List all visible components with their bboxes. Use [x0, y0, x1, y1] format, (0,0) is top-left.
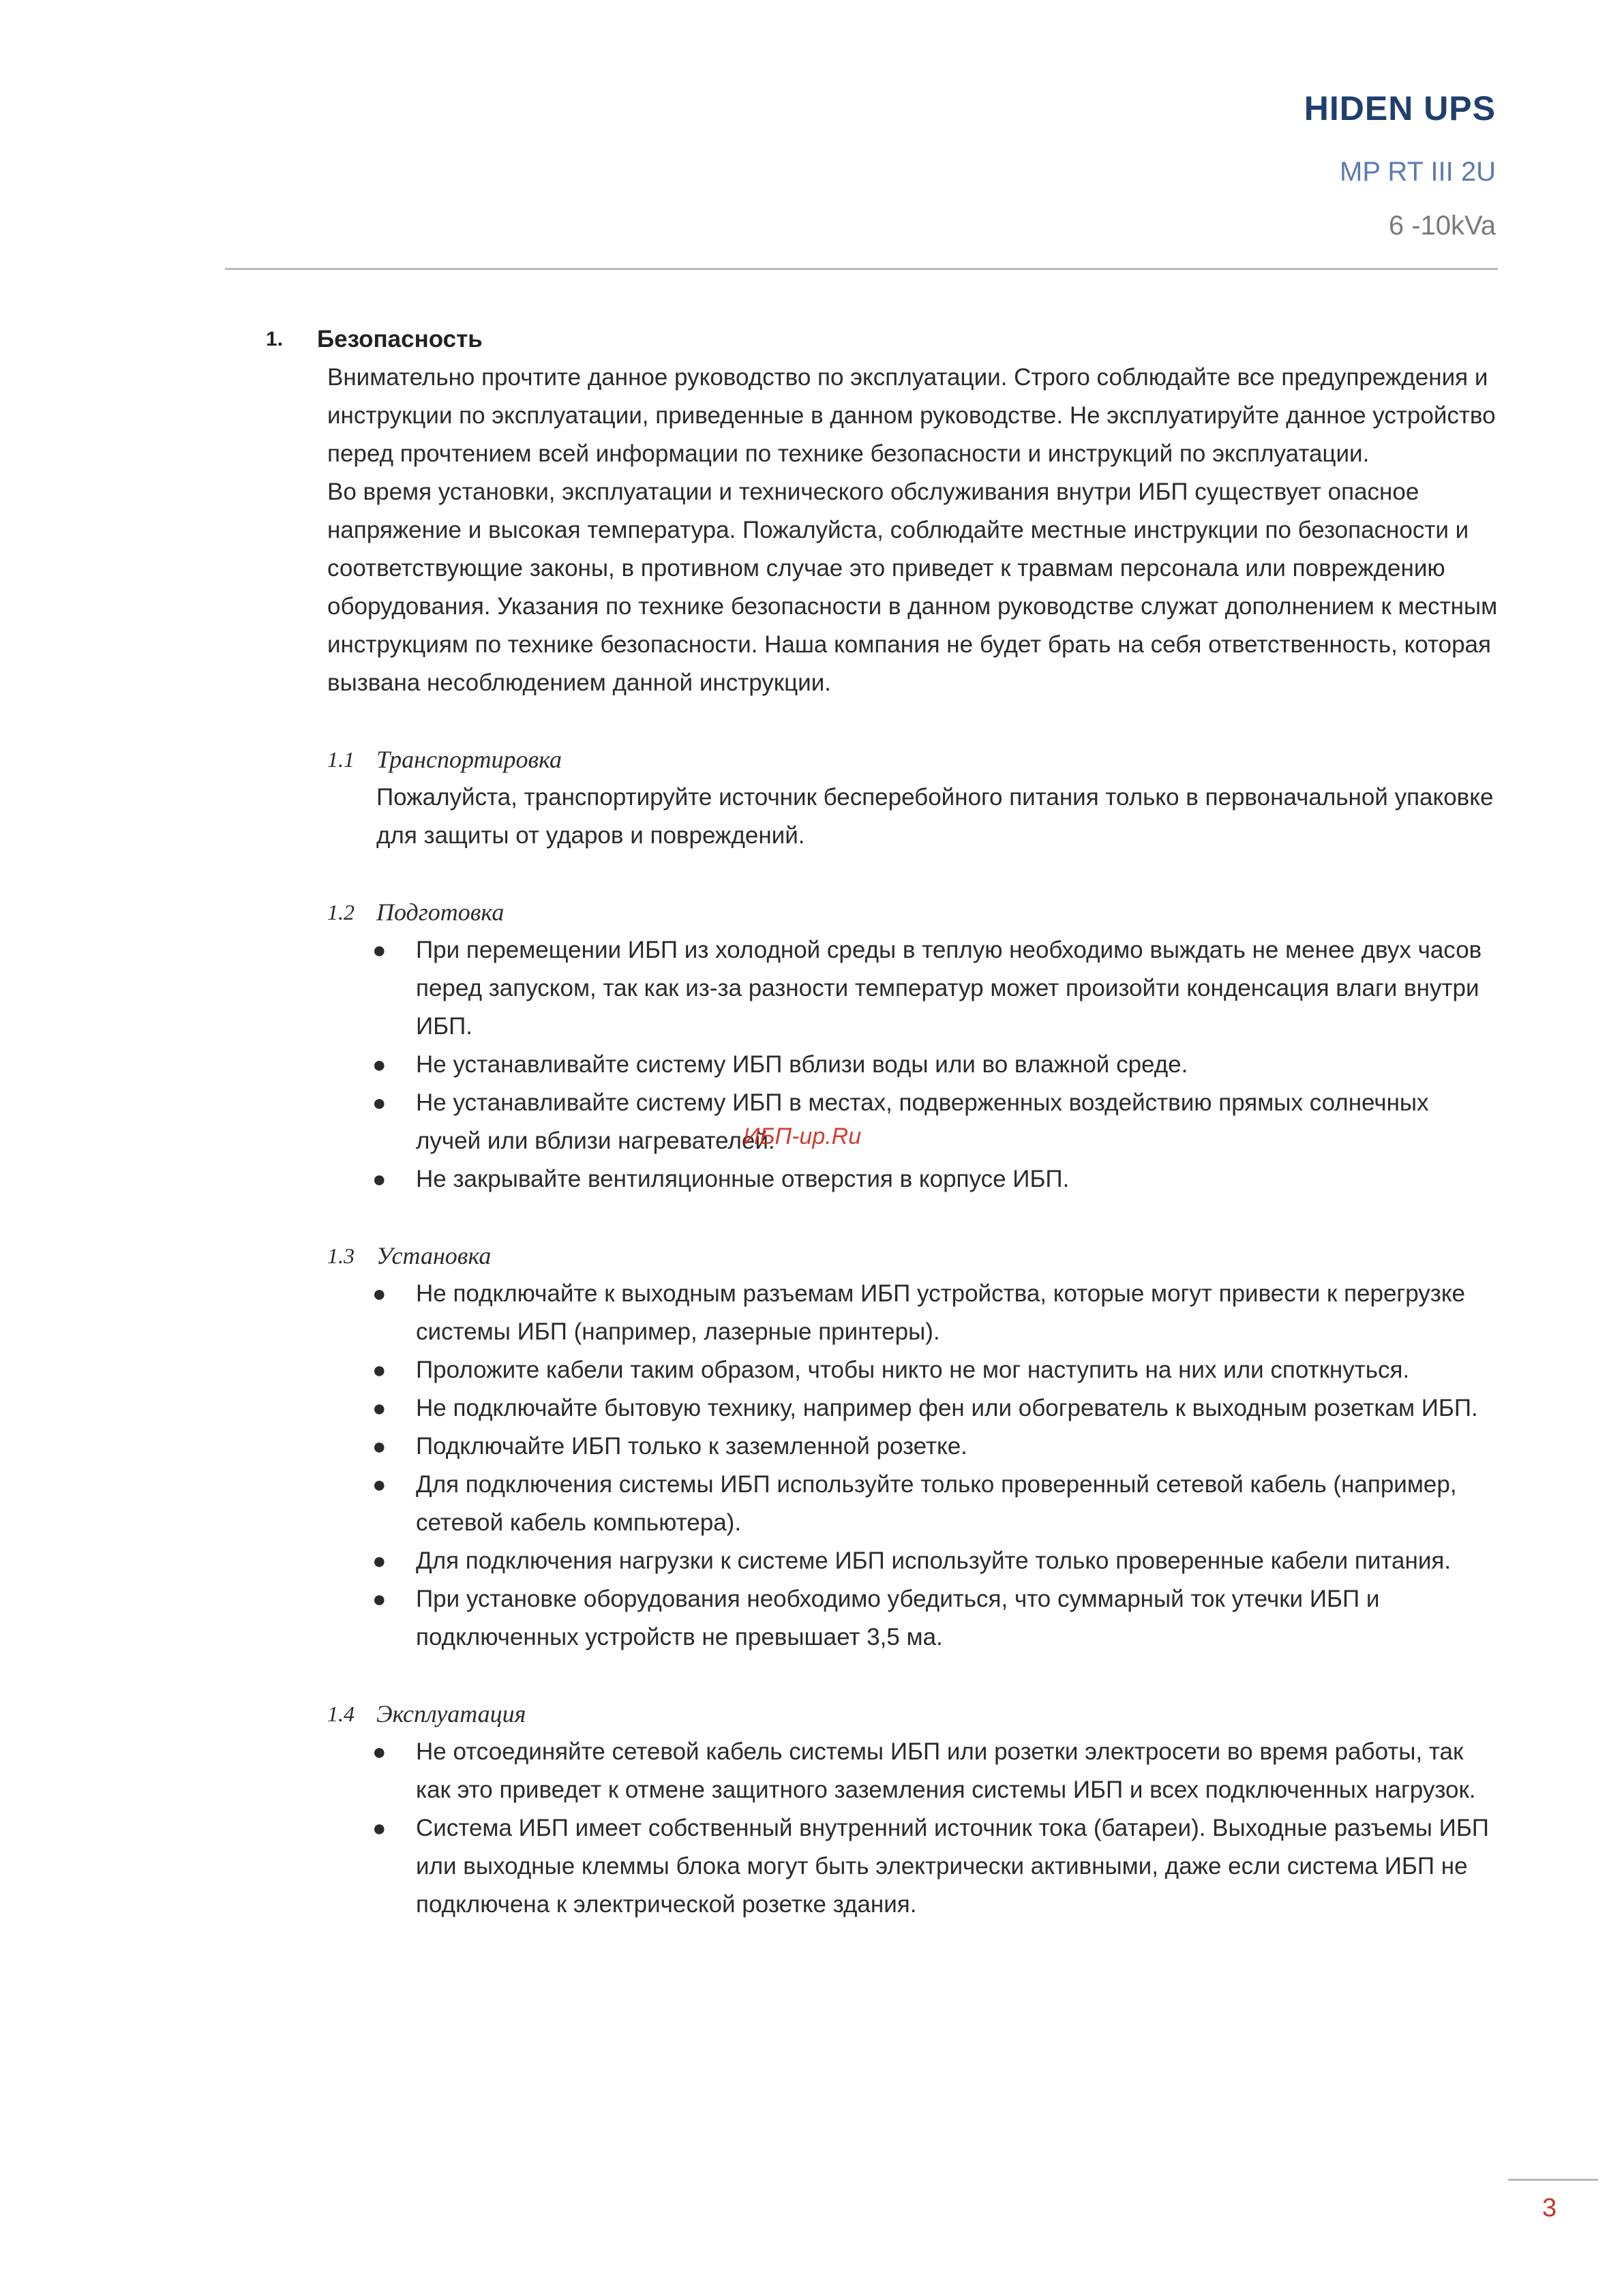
subsection-number: 1.1	[327, 747, 355, 772]
section-heading	[266, 320, 1500, 359]
bullet-icon: ●	[372, 1090, 387, 1116]
list-item: ● Для подключения нагрузки к системе ИБП используйте только проверенные кабели питания.	[367, 1542, 1500, 1580]
watermark: ИБП-ир.Ru	[743, 1123, 862, 1149]
page-number: 3	[1542, 2194, 1557, 2222]
bullet-icon: ●	[372, 1815, 387, 1841]
bullet-icon: ●	[372, 1434, 387, 1460]
list-item: ● Подключайте ИБП только к заземленной розетке.	[367, 1428, 1500, 1466]
bullet-icon: ●	[372, 1548, 387, 1574]
model-name: MP RT III 2U	[1340, 157, 1496, 187]
bullet-list	[367, 1733, 1500, 1924]
bullet-icon: ●	[372, 1739, 387, 1765]
subsection-paragraph: Пожалуйста, транспортируйте источник бесперебойного питания только в первоначальной упаковке для защиты от ударов и повреждений.	[376, 784, 1494, 849]
bullet-list	[367, 1275, 1500, 1657]
list-item: ● Не подключайте к выходным разъемам ИБП устройства, которые могут привести к перегрузке системы ИБП (например, лазерные принтеры).	[367, 1275, 1500, 1351]
bullet-icon: ●	[372, 1052, 387, 1078]
list-item: ● Для подключения системы ИБП используйте только проверенный сетевой кабель (например, сетевой кабель компьютера).	[367, 1466, 1500, 1542]
subsection-operation	[266, 1695, 1500, 1924]
subsection-installation	[266, 1237, 1500, 1657]
subsection-heading	[327, 1695, 1500, 1733]
list-item: ● При установке оборудования необходимо убедиться, что суммарный ток утечки ИБП и подключенных устройств не превышает 3,5 ма.	[367, 1580, 1500, 1657]
subsection-heading	[327, 740, 1500, 779]
list-item: ● Не подключайте бытовую технику, например фен или обогреватель к выходным розеткам ИБП.	[367, 1389, 1500, 1428]
subsection-heading	[327, 1237, 1500, 1275]
bullet-icon: ●	[372, 937, 387, 963]
subsection-transport	[266, 740, 1500, 855]
subsection-number: 1.3	[327, 1243, 355, 1268]
power-rating: 6 -10kVa	[1388, 211, 1496, 241]
subsection-number: 1.2	[327, 900, 355, 924]
subsection-title: Транспортировка	[376, 746, 562, 773]
bullet-icon: ●	[372, 1586, 387, 1612]
list-item: ● При перемещении ИБП из холодной среды в теплую необходимо выждать не менее двух часов перед запуском, так как из-за разности температур может произойти конденсация влаги внутри ИБП.	[367, 931, 1500, 1046]
list-item: ● Не закрывайте вентиляционные отверстия в корпусе ИБП.	[367, 1160, 1500, 1198]
document-header	[1304, 89, 1496, 241]
list-item: ● Не отсоединяйте сетевой кабель системы ИБП или розетки электросети во время работы, так как это приведет к отмене защитного заземления системы ИБП и всех подключенных нагрузок.	[367, 1733, 1500, 1809]
list-item: ● Система ИБП имеет собственный внутренний источник тока (батареи). Выходные разъемы ИБП или выходные клеммы блока могут быть электрически активными, даже если система ИБП не подключена к электрической розетке здания.	[367, 1809, 1500, 1924]
footer-divider	[1508, 2179, 1598, 2181]
page-content	[266, 320, 1500, 1924]
section-intro	[327, 359, 1500, 702]
intro-paragraph: Во время установки, эксплуатации и технического обслуживания внутри ИБП существует опасное напряжение и высокая температура. Пожалуйста, соблюдайте местные инструкции по безопасности и соответствующие законы, в противном случае это приведет к травмам персонала или повреждению оборудования. Указания по технике безопасности в данном руководстве служат дополнением к местным инструкциям по технике безопасности. Наша компания не будет брать на себя ответственность, которая вызвана несоблюдением данной инструкции.	[327, 479, 1498, 696]
list-item: ● Не устанавливайте систему ИБП вблизи воды или во влажной среде.	[367, 1046, 1500, 1084]
bullet-list	[367, 931, 1500, 1198]
bullet-icon: ●	[372, 1281, 387, 1307]
bullet-icon: ●	[372, 1357, 387, 1383]
header-divider	[225, 268, 1498, 270]
subsection-number: 1.4	[327, 1702, 355, 1726]
brand-title: HIDEN UPS	[1304, 89, 1496, 127]
subsection-preparation	[266, 893, 1500, 1198]
bullet-icon: ●	[372, 1472, 387, 1498]
section-title: Безопасность	[317, 326, 483, 352]
list-item: ● Не устанавливайте систему ИБП в местах, подверженных воздействию прямых солнечных лучей или вблизи нагревателей.	[367, 1084, 1500, 1160]
subsection-heading	[327, 893, 1500, 931]
section-number: 1.	[266, 328, 284, 350]
intro-paragraph: Внимательно прочтите данное руководство по эксплуатации. Строго соблюдайте все предупреждения и инструкции по эксплуатации, приведенные в данном руководстве. Не эксплуатируйте данное устройство перед прочтением всей информации по технике безопасности и инструкций по эксплуатации.	[327, 364, 1496, 467]
subsection-title: Эксплуатация	[376, 1700, 526, 1727]
bullet-icon: ●	[372, 1166, 387, 1192]
list-item: ● Проложите кабели таким образом, чтобы никто не мог наступить на них или споткнуться.	[367, 1351, 1500, 1389]
bullet-icon: ●	[372, 1395, 387, 1421]
subsection-title: Установка	[376, 1242, 492, 1269]
subsection-title: Подготовка	[376, 898, 505, 926]
